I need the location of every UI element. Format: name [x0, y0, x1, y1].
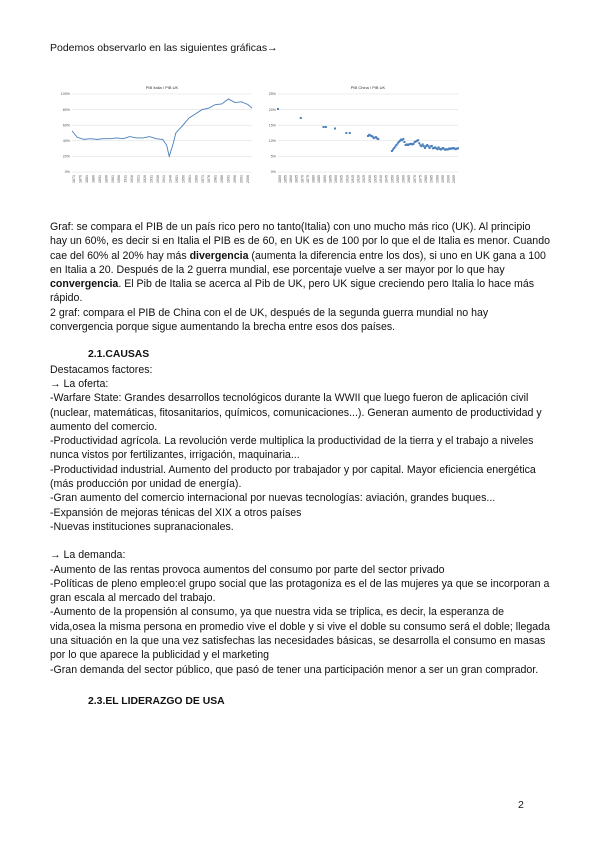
intro-text: Podemos observarlo en las siguientes gráficas→ — [50, 42, 278, 54]
p1-text-1: Graf: se compara el PIB de un país rico pero no tanto(Italia) con uno mucho más rico (UK). Al principio hay un 60%, es decir si en Italia el PIB es de 60, en UK es de 100 por lo que el de Italia es menor. Cuando cae del 60% al 20% hay más — [50, 221, 550, 262]
data-point — [349, 132, 351, 134]
y-tick-label: 60% — [62, 123, 70, 128]
data-point — [427, 145, 429, 147]
oferta-item: -Expansión de mejoras ténicas del XIX a otros países — [50, 506, 302, 519]
x-tick-label: 1945 — [384, 175, 389, 183]
x-tick-label: 1895 — [328, 175, 333, 183]
y-tick-label: 0% — [270, 170, 276, 175]
term-divergencia: divergencia — [189, 249, 249, 262]
data-point — [345, 132, 347, 134]
data-point — [417, 139, 419, 141]
demanda-item: -Aumento de las rentas provoca aumentos del consumo por parte del sector privado — [50, 563, 445, 576]
x-tick-label: 1981 — [213, 175, 218, 183]
oferta-item: -Gran aumento del comercio internacional por nuevas tecnologías: aviación, grandes buques... — [50, 492, 496, 505]
x-tick-label: 1976 — [207, 175, 212, 183]
x-tick-label: 1980 — [424, 175, 429, 183]
y-tick-label: 40% — [62, 139, 70, 143]
x-tick-label: 1960 — [401, 175, 406, 183]
data-point — [413, 143, 415, 145]
x-tick-label: 1920 — [356, 175, 361, 183]
x-tick-label: 1950 — [390, 175, 395, 183]
x-tick-label: 1925 — [362, 175, 367, 183]
x-tick-label: 1970 — [412, 175, 417, 183]
page-number: 2 — [518, 799, 524, 811]
x-tick-label: 1890 — [322, 175, 327, 183]
x-tick-label: 1986 — [220, 175, 225, 183]
chart-italia-uk — [56, 80, 260, 198]
causas-intro: Destacamos factores: — [50, 363, 153, 376]
x-tick-label: 1886 — [91, 175, 96, 183]
x-tick-label: 1885 — [317, 175, 322, 183]
demanda-list — [50, 563, 550, 677]
data-point — [422, 143, 424, 145]
x-tick-label: 1876 — [78, 175, 83, 183]
x-tick-label: 1900 — [334, 175, 339, 183]
x-tick-label: 1946 — [168, 175, 173, 183]
chart-title: PIB China / PIB UK — [350, 85, 386, 90]
x-tick-label: 1870 — [300, 175, 305, 183]
section-heading-liderazgo: 2.3.EL LIDERAZGO DE USA — [88, 695, 225, 707]
section-heading-causas: 2.1.CAUSAS — [88, 349, 150, 361]
oferta-item: -Productividad agrícola. La revolución verde multiplica la productividad de la tierra y el trabajo a niveles nunca vistos por fertilizantes, irrigación, maquinaria... — [50, 435, 534, 462]
x-tick-label: 1956 — [181, 175, 186, 183]
data-point — [334, 128, 336, 130]
data-point — [323, 126, 325, 128]
x-tick-label: 2001 — [239, 175, 244, 183]
term-convergencia: convergencia — [50, 278, 119, 291]
chart-italia-uk-svg — [56, 80, 260, 198]
demanda-item: -Gran demanda del sector público, que pasó de tener una participación menor a ser un gran comprador. — [50, 663, 539, 676]
x-tick-label: 1896 — [104, 175, 109, 183]
data-point — [402, 138, 404, 140]
x-tick-label: 1880 — [311, 175, 316, 183]
x-tick-label: 1865 — [294, 175, 299, 183]
x-tick-label: 1911 — [123, 175, 128, 183]
x-tick-label: 1951 — [175, 175, 180, 183]
y-tick-label: 25% — [268, 92, 276, 97]
y-tick-label: 20% — [268, 107, 276, 112]
x-tick-label: 1926 — [142, 175, 147, 183]
data-point — [300, 117, 302, 119]
data-point — [418, 142, 420, 144]
data-point — [325, 126, 327, 128]
x-tick-label: 1971 — [200, 175, 205, 183]
x-tick-label: 2006 — [245, 175, 250, 183]
demanda-item: -Políticas de pleno empleo:el grupo social que las protagoniza es el de las mujeres ya que se incorporan a gran escala al mercado del trabajo. — [50, 577, 550, 605]
x-tick-label: 1936 — [155, 175, 160, 183]
paragraph-graf-2: 2 graf: compara el PIB de China con el de UK, después de la segunda guerra mundial no hay convergencia porque sigue aumentando la brecha entre esos dos países. — [50, 306, 489, 334]
x-tick-label: 1891 — [97, 175, 102, 183]
chart-china-uk — [262, 80, 466, 198]
data-point — [277, 108, 279, 110]
chart-china-uk-svg — [262, 80, 466, 198]
data-point — [377, 138, 379, 140]
x-tick-label: 1941 — [162, 175, 167, 183]
x-tick-label: 1975 — [418, 175, 423, 183]
x-tick-label: 2000 — [446, 175, 451, 183]
y-tick-label: 5% — [270, 154, 276, 159]
body-text — [50, 220, 550, 709]
data-point — [403, 141, 405, 143]
x-tick-label: 1916 — [130, 175, 135, 183]
oferta-heading: → La oferta: — [50, 377, 109, 390]
p1-text-3: . El Pib de Italia se acerca al Pib de UK, pero UK sigue creciendo pero Italia lo hace más rápido. — [50, 278, 535, 305]
x-tick-label: 1921 — [136, 175, 141, 183]
data-point — [436, 148, 438, 150]
oferta-item: -Productividad industrial. Aumento del producto por trabajador y por capital. Mayor eficiencia energética (más producción por unidad de energía). — [50, 463, 536, 491]
paragraph-graf-1 — [50, 220, 550, 306]
x-tick-label: 1955 — [395, 175, 400, 183]
x-tick-label: 1875 — [305, 175, 310, 183]
x-tick-label: 1915 — [350, 175, 355, 183]
y-tick-label: 0% — [64, 170, 70, 175]
x-tick-label: 1965 — [407, 175, 412, 183]
oferta-item: -Nuevas instituciones supranacionales. — [50, 520, 234, 533]
x-tick-label: 1985 — [429, 175, 434, 183]
x-tick-label: 1990 — [435, 175, 440, 183]
p1-text-2: (aumenta la diferencia entre los dos), si uno en UK gana a 100 en Italia a 20. Después de la 2 guerra mundial, ese porcentaje vuelve a ser mayor por lo que hay — [50, 249, 546, 276]
x-tick-label: 1905 — [339, 175, 344, 183]
x-tick-label: 2005 — [452, 175, 457, 183]
x-tick-label: 1966 — [194, 175, 199, 183]
y-tick-label: 100% — [60, 92, 70, 97]
x-tick-label: 1991 — [226, 175, 231, 183]
x-tick-label: 1931 — [149, 175, 154, 183]
oferta-item: -Warfare State: Grandes desarrollos tecnológicos durante la WWII que luego fueron de aplicación civil (nuclear, matemáticas, fitosanitarios, químicos, comunicaciones...). Generan aumento de productividad y aumento del comercio. — [50, 392, 542, 433]
x-tick-label: 1871 — [72, 175, 77, 183]
data-point — [424, 147, 426, 149]
x-tick-label: 1961 — [187, 175, 192, 183]
data-point — [457, 147, 459, 149]
x-tick-label: 1906 — [117, 175, 122, 183]
y-tick-label: 80% — [62, 107, 70, 112]
series-line — [72, 99, 252, 156]
x-tick-label: 1996 — [232, 175, 237, 183]
demanda-heading: → La demanda: — [50, 549, 126, 562]
demanda-item: -Aumento de la propensión al consumo, ya que nuestra vida se triplica, es decir, la esperanza de vida,osea la misma persona en promedio vive el doble y si vive el doble su consumo será el doble; llegada una situación en la que una vez satisfechas las necesidades básicas, se desarrolla el consumo en masas por lo que aparece la publicidad y el marketing — [50, 606, 550, 662]
x-tick-label: 1860 — [289, 175, 294, 183]
y-tick-label: 15% — [268, 123, 276, 128]
oferta-list — [50, 391, 550, 534]
x-tick-label: 1901 — [110, 175, 115, 183]
x-tick-label: 1930 — [367, 175, 372, 183]
data-point — [431, 145, 433, 147]
y-tick-label: 20% — [62, 154, 70, 159]
x-tick-label: 1855 — [283, 175, 288, 183]
y-tick-label: 10% — [268, 139, 276, 143]
x-tick-label: 1940 — [379, 175, 384, 183]
data-point — [423, 145, 425, 147]
x-tick-label: 1881 — [85, 175, 90, 183]
data-point — [421, 145, 423, 147]
x-tick-label: 1935 — [373, 175, 378, 183]
x-tick-label: 1995 — [440, 175, 445, 183]
x-tick-label: 1850 — [277, 175, 282, 183]
chart-title: PIB Italia / PIB UK — [145, 85, 179, 90]
x-tick-label: 1910 — [345, 175, 350, 183]
